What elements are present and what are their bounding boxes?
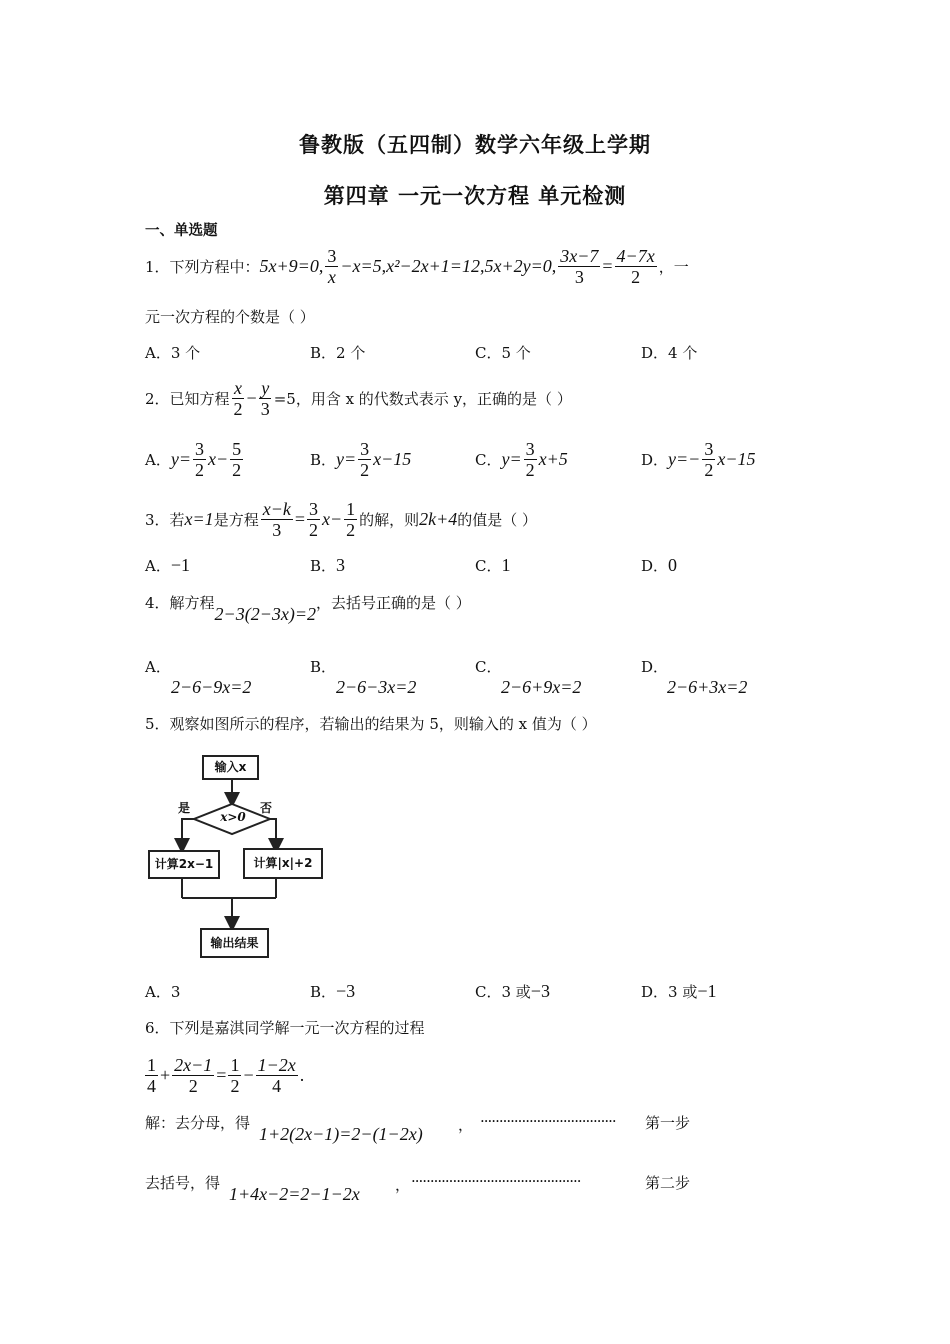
- q4-equation: 2−3(2−3x)=2: [214, 604, 316, 624]
- q1-tail: ，一: [658, 257, 689, 276]
- q6-step-1: 解：去分母，得 1+2(2x−1)=2−(1−2x) ， ···································· 第一步: [145, 1112, 691, 1144]
- q2-frac-y: $\frac{y}{3}$: [260, 377, 270, 419]
- q2-stem: =5，用含 x 的代数式表示 y，正确的是（ ）: [273, 389, 572, 408]
- q1-eq2-frac: $\frac{3}{x}$: [327, 245, 337, 287]
- q2-option-a: A． y= $\frac{3}{2}$ x− $\frac{5}{2}$: [145, 438, 242, 480]
- question-2: 2．已知方程 $\frac{x}{2}$ − $\frac{y}{3}$ =5，用含 x 的代数式表示 y，正确的是（ ）: [145, 377, 572, 419]
- flowchart: [145, 750, 335, 965]
- q3-option-c: C．1: [475, 555, 511, 575]
- question-6: 6．下列是嘉淇同学解一元一次方程的过程: [145, 1019, 425, 1037]
- flow-condition: x>0: [220, 810, 246, 824]
- q1-lead: 1．下列方程中：: [145, 257, 260, 276]
- q1-option-c: C．5 个: [475, 344, 531, 362]
- q2-lead: 2．已知方程: [145, 389, 230, 408]
- q2-option-b: B． y= $\frac{3}{2}$ x−15: [310, 438, 412, 480]
- q1-option-a: A．3 个: [145, 344, 201, 362]
- q1-line2: 元一次方程的个数是（ ）: [145, 308, 315, 326]
- q1-eq5-left: $\frac{3x-7}{3}$: [560, 245, 599, 287]
- question-4: 4．解方程 2−3(2−3x)=2 ，去括号正确的是（ ）: [145, 594, 471, 624]
- q4-option-a: A． 2−6−9x=2: [145, 658, 252, 697]
- q3-option-a: A．−1: [145, 555, 190, 575]
- flow-input-box: 输入x: [202, 755, 259, 780]
- question-1: 1．下列方程中： 5x+9=0 , $\frac{3}{x}$ −x=5 , x²−2x+1=12 , 5x+2y=0 , $\frac{3x-7}{3}$ = $\frac{4-7x}{2}$ ，一: [145, 245, 689, 287]
- q2-option-d: D． y=− $\frac{3}{2}$ x−15: [641, 438, 756, 480]
- q3-option-b: B．3: [310, 555, 346, 575]
- q3-expr: 2k+4: [419, 508, 458, 529]
- q3-option-d: D．0: [641, 555, 678, 575]
- q5-option-a: A．3: [145, 983, 181, 1001]
- q1-option-b: B．2 个: [310, 344, 366, 362]
- q1-eq4: 5x+2y=0: [484, 255, 552, 276]
- q6-step-2: 去括号，得 1+4x−2=2−1−2x ， ············································· 第二步: [145, 1172, 691, 1204]
- q3-cond: x=1: [184, 508, 214, 529]
- q2-option-c: C． y= $\frac{3}{2}$ x+5: [475, 438, 568, 480]
- question-3: 3．若 x=1 是方程 $\frac{x-k}{3}$ = $\frac{3}{2}$ x− $\frac{1}{2}$ 的解，则 2k+4 的值是（ ）: [145, 498, 538, 540]
- flow-no-label: 否: [260, 801, 273, 815]
- q5-option-c: C．3 或−3: [475, 981, 550, 1001]
- q5-option-d: D．3 或−1: [641, 981, 717, 1001]
- q2-frac-x: $\frac{x}{2}$: [233, 377, 243, 419]
- q4-option-d: D． 2−6+3x=2: [641, 658, 748, 697]
- q1-option-d: D．4 个: [641, 344, 698, 362]
- question-5: 5．观察如图所示的程序，若输出的结果为 5，则输入的 x 值为（ ）: [145, 715, 597, 733]
- q1-eq2-rest: −x=5: [340, 255, 382, 276]
- q1-eq5-right: $\frac{4-7x}{2}$: [616, 245, 655, 287]
- q6-equation: $\frac{1}{4}$ + $\frac{2x-1}{2}$ = $\frac{1}{2}$ − $\frac{1-2x}{4}$ .: [147, 1054, 305, 1096]
- q4-option-b: B． 2−6−3x=2: [310, 658, 417, 697]
- q1-eq3: x²−2x+1=12: [386, 255, 480, 276]
- q5-option-b: B．−3: [310, 981, 356, 1001]
- q4-option-c: C． 2−6+9x=2: [475, 658, 582, 697]
- q1-eq1: 5x+9=0: [259, 255, 319, 276]
- page-title: 鲁教版（五四制）数学六年级上学期: [299, 133, 651, 157]
- flow-output-box: 输出结果: [200, 928, 269, 958]
- flow-yes-label: 是: [178, 801, 191, 815]
- section-heading: 一、单选题: [145, 223, 218, 239]
- page-subtitle: 第四章 一元一次方程 单元检测: [323, 184, 627, 208]
- flow-left-box: 计算2x−1: [148, 850, 220, 879]
- flow-right-box: 计算|x|+2: [243, 848, 323, 879]
